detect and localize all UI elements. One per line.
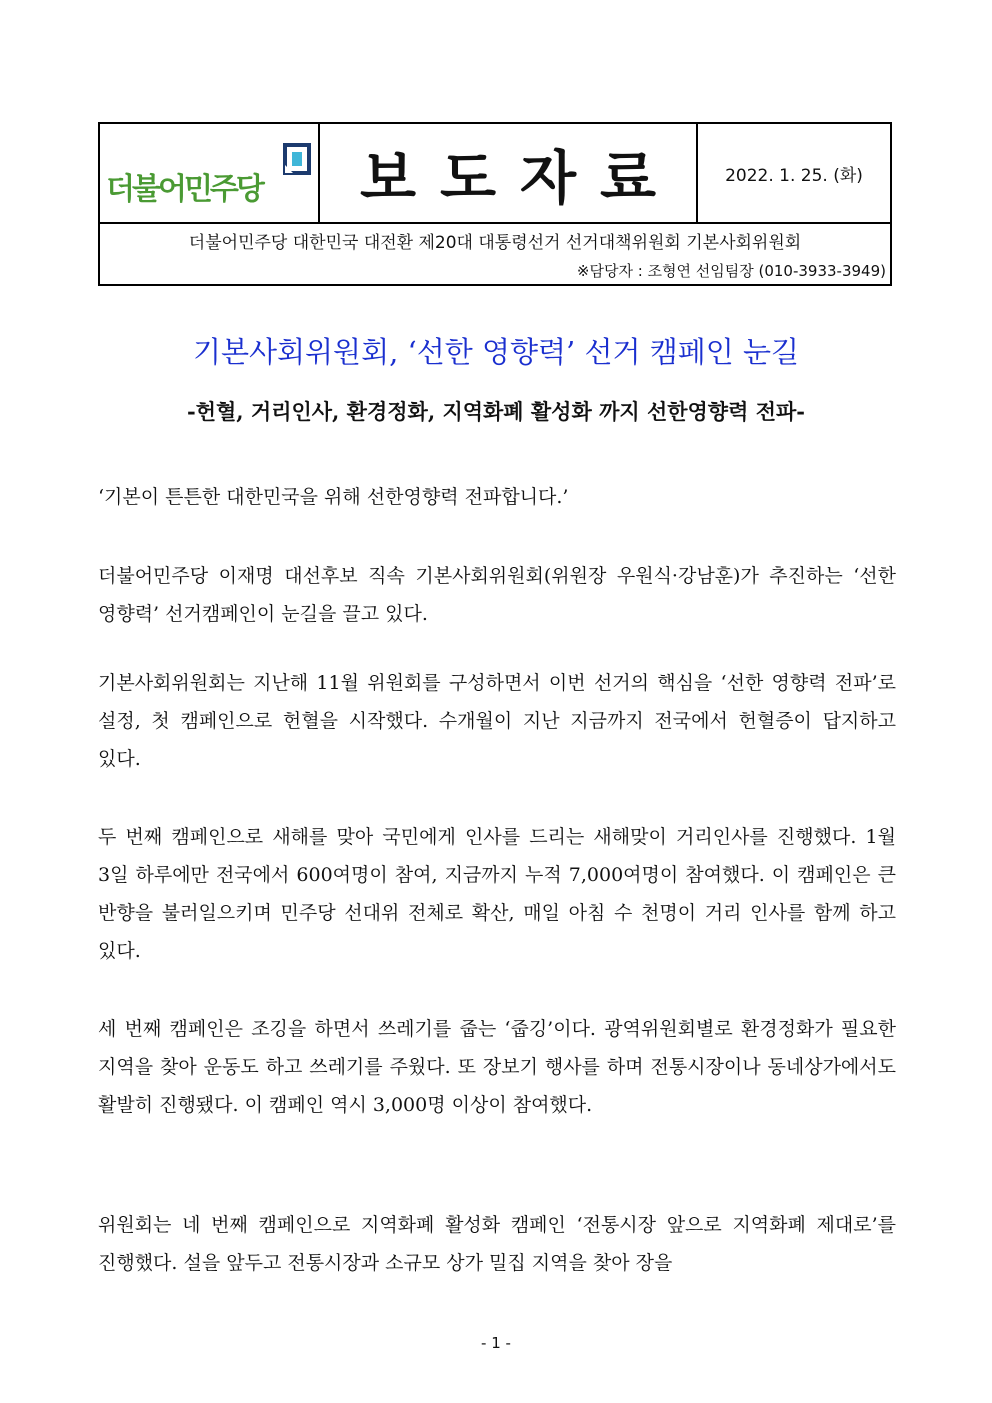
party-logo-mark-icon <box>282 142 312 176</box>
page-number: - 1 - <box>481 1334 511 1352</box>
release-date: 2022. 1. 25. (화) <box>725 165 863 186</box>
article-headline: 기본사회위원회, ‘선한 영향력’ 선거 캠페인 눈길 <box>192 335 799 369</box>
body-paragraph-3: 두 번째 캠페인으로 새해를 맞아 국민에게 인사를 드리는 새해맞이 거리인사를 진행했다. 1월 3일 하루에만 전국에서 600여명이 참여, 지금까지 누적 7,000여명이 참여했다. 이 캠페인은 큰 반향을 불러일으키며 민주당 선대위 전체로 확산, 매일 아침 수 천명이 거리 인사를 함께 하고 있다. <box>98 826 896 962</box>
party-logo <box>100 124 320 222</box>
press-release-title: 보도자료 <box>359 144 681 212</box>
body-paragraph-4: 세 번째 캠페인은 조깅을 하면서 쓰레기를 줍는 ‘줍깅’이다. 광역위원회별로 환경정화가 필요한 지역을 찾아 운동도 하고 쓰레기를 주웠다. 또 장보기 행사를 하며 전통시장이나 동네상가에서도 활발히 진행됐다. 이 캠페인 역시 3,000명 이상이 참여했다. <box>98 1018 896 1116</box>
body-paragraph-5: 위원회는 네 번째 캠페인으로 지역화폐 활성화 캠페인 ‘전통시장 앞으로 지역화폐 제대로’를 진행했다. 설을 앞두고 전통시장과 소규모 상가 밀집 지역을 찾아 장을 <box>98 1214 896 1274</box>
header-top-row <box>100 124 890 224</box>
body-paragraph-2: 기본사회위원회는 지난해 11월 위원회를 구성하면서 이번 선거의 핵심을 ‘선한 영향력 전파’로 설정, 첫 캠페인으로 헌혈을 시작했다. 수개월이 지난 지금까지 전국에서 헌혈증이 답지하고 있다. <box>98 672 896 770</box>
press-release-header <box>98 122 892 286</box>
party-logo-text: 더불어민주당 <box>106 172 262 207</box>
press-release-title-cell <box>320 124 698 222</box>
department-name: 더불어민주당 대한민국 대전환 제20대 대통령선거 선거대책위원회 기본사회위원회 <box>188 233 802 253</box>
contact-info: ※담당자 : 조형연 선임팀장 (010-3933-3949) <box>576 262 886 280</box>
article-subheadline: -헌혈, 거리인사, 환경정화, 지역화폐 활성화 까지 선한영향력 전파- <box>187 399 805 424</box>
body-paragraph-1: 더불어민주당 이재명 대선후보 직속 기본사회위원회(위원장 우원식·강남훈)가 추진하는 ‘선한 영향력’ 선거캠페인이 눈길을 끌고 있다. <box>98 565 896 625</box>
quote-paragraph: ‘기본이 튼튼한 대한민국을 위해 선한영향력 전파합니다.’ <box>98 486 569 508</box>
